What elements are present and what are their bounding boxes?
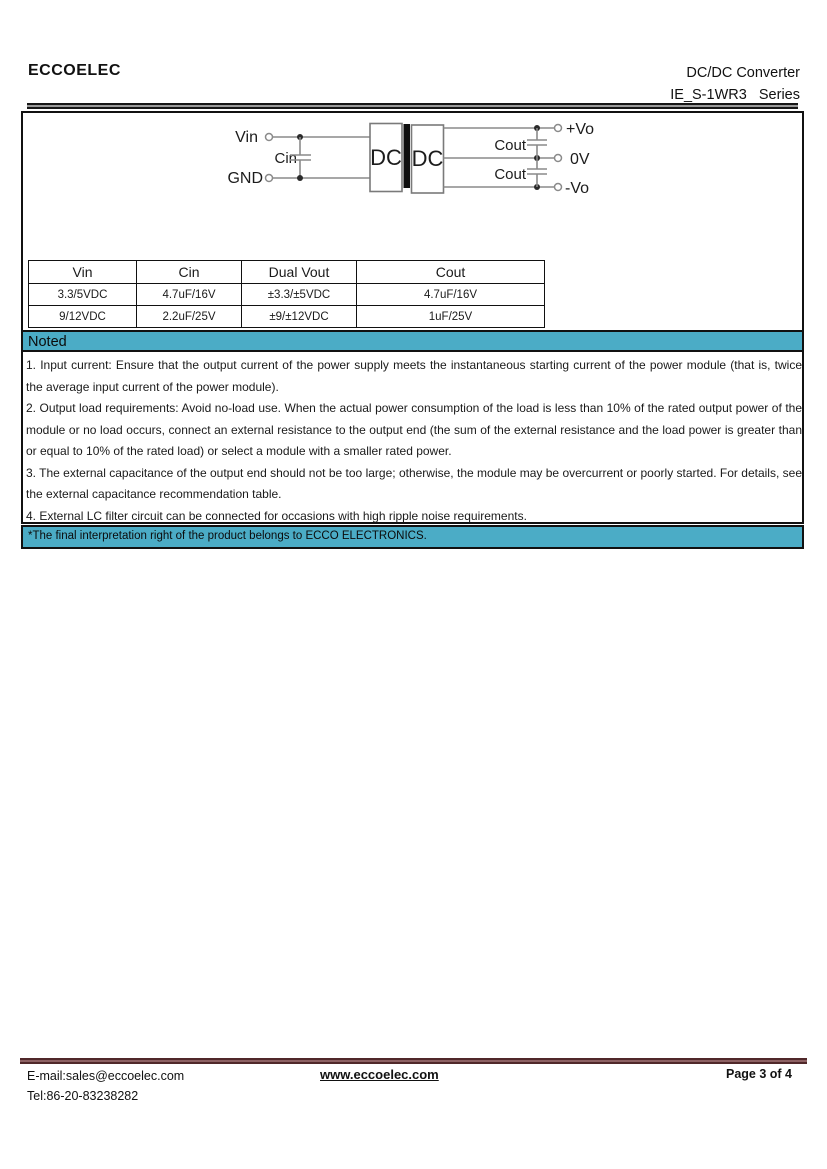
cell-cout-1: 4.7uF/16V bbox=[357, 284, 545, 306]
isolation-bar bbox=[404, 124, 411, 188]
dc-secondary-label: DC bbox=[411, 146, 444, 171]
footer-tel: Tel:86-20-83238282 bbox=[27, 1089, 139, 1103]
vin-label: Vin bbox=[235, 129, 258, 146]
footer-contact bbox=[27, 1066, 184, 1106]
table-header-row bbox=[29, 261, 545, 284]
note-item-3: 3. The external capacitance of the output end should not be too large; otherwise, the module may be overcurrent or poorly started. For details, see the external capacitance recommendation table. bbox=[26, 465, 802, 501]
cell-dual-vout-2: ±9/±12VDC bbox=[242, 306, 357, 328]
series-title: IE_S-1WR3 Series bbox=[670, 87, 800, 103]
col-header-vin: Vin bbox=[29, 261, 137, 284]
vo-plus-terminal bbox=[555, 125, 562, 132]
dc-primary-label: DC bbox=[370, 145, 402, 170]
document-title bbox=[670, 62, 800, 106]
cell-vin-2: 9/12VDC bbox=[29, 306, 137, 328]
zero-v-label: 0V bbox=[570, 151, 590, 168]
zero-v-terminal bbox=[555, 155, 562, 162]
footer-divider bbox=[20, 1058, 807, 1064]
content-box bbox=[21, 111, 804, 524]
vin-terminal bbox=[266, 134, 273, 141]
cout-top-label: Cout bbox=[494, 137, 526, 154]
col-header-dual-vout: Dual Vout bbox=[242, 261, 357, 284]
col-header-cin: Cin bbox=[137, 261, 242, 284]
page-number: Page 3 of 4 bbox=[726, 1067, 792, 1081]
cout-bottom-label: Cout bbox=[494, 166, 526, 183]
noted-section-header: Noted bbox=[23, 330, 802, 352]
vo-minus-terminal bbox=[555, 184, 562, 191]
cell-vin-1: 3.3/5VDC bbox=[29, 284, 137, 306]
vo-plus-label: +Vo bbox=[566, 121, 595, 138]
cout-top-capacitor bbox=[527, 128, 547, 158]
notes-list bbox=[26, 355, 802, 527]
product-title: DC/DC Converter bbox=[686, 65, 800, 81]
cell-cin-1: 4.7uF/16V bbox=[137, 284, 242, 306]
company-logo-text: ECCOELEC bbox=[28, 62, 121, 79]
table-row bbox=[29, 306, 545, 328]
cout-bottom-capacitor bbox=[527, 158, 547, 187]
gnd-terminal bbox=[266, 175, 273, 182]
cell-cin-2: 2.2uF/25V bbox=[137, 306, 242, 328]
note-item-2: 2. Output load requirements: Avoid no-load use. When the actual power consumption of the load is less than 10% of the rated output power of the module or no load occurs, connect an external resistance to the output end (the sum of the external resistance and the load power is greater than or equal to 10% of the rated load) or select a module with a smaller rated power. bbox=[26, 401, 802, 458]
note-item-4: 4. External LC filter circuit can be connected for occasions with high ripple noise requirements. bbox=[26, 508, 527, 523]
gnd-label: GND bbox=[227, 170, 263, 187]
cin-label: Cin bbox=[274, 150, 297, 167]
table-row bbox=[29, 284, 545, 306]
cell-cout-2: 1uF/25V bbox=[357, 306, 545, 328]
footer-email: E-mail:sales@eccoelec.com bbox=[27, 1069, 185, 1083]
vo-minus-label: -Vo bbox=[565, 180, 590, 197]
footer-website-link[interactable]: www.eccoelec.com bbox=[320, 1067, 439, 1082]
cell-dual-vout-1: ±3.3/±5VDC bbox=[242, 284, 357, 306]
application-circuit-diagram bbox=[200, 115, 620, 210]
note-item-1: 1. Input current: Ensure that the output current of the power supply meets the instantaneous starting current of the power module (that is, twice the average input current of the power module). bbox=[26, 358, 802, 394]
col-header-cout: Cout bbox=[357, 261, 545, 284]
interpretation-rights-bar: *The final interpretation right of the product belongs to ECCO ELECTRONICS. bbox=[21, 525, 804, 549]
capacitor-table bbox=[28, 260, 545, 328]
gnd-junction-dot bbox=[297, 175, 303, 181]
header-divider bbox=[27, 103, 798, 109]
